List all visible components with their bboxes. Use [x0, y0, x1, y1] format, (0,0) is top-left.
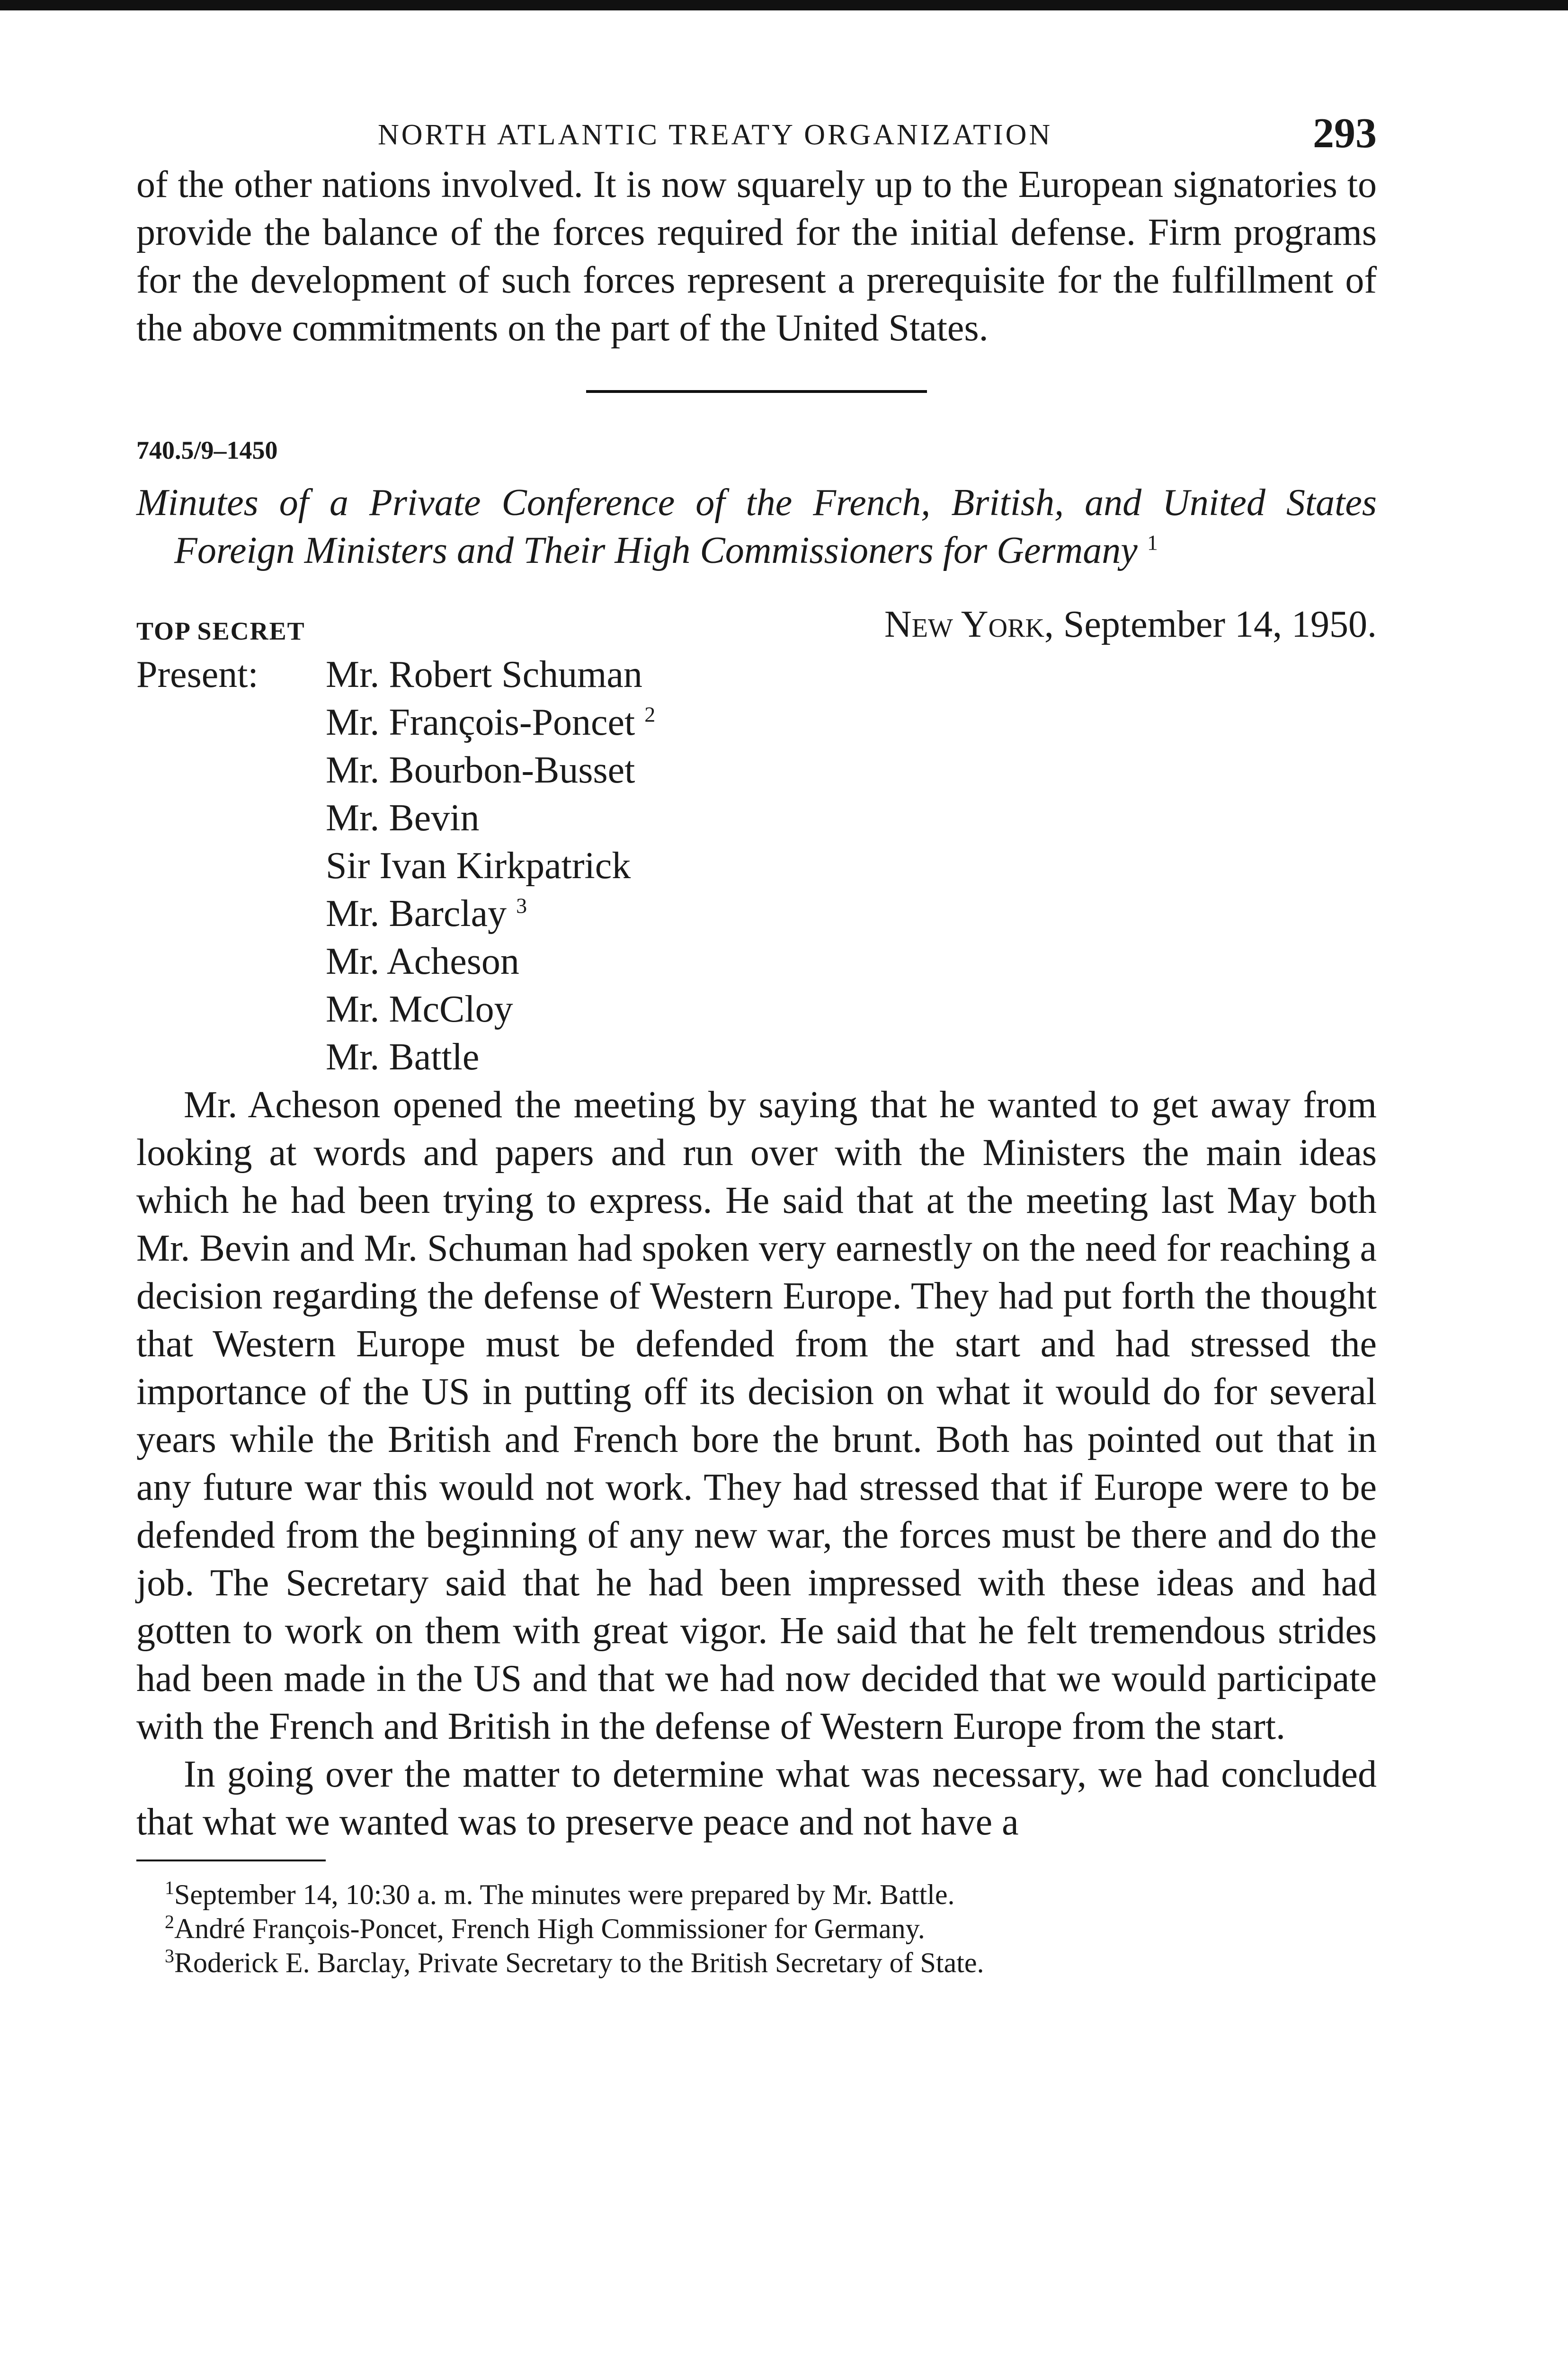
footnote-mark: 1 — [165, 1877, 174, 1898]
section-separator — [586, 390, 927, 393]
footnote-text: September 14, 10:30 a. m. The minutes were prepared by Mr. Battle. — [174, 1879, 955, 1910]
attendee-item — [326, 938, 1377, 986]
document-title-text: Minutes of a Private Conference of the French, British, and United States Foreign Ministers and Their High Commissioners for Germany — [136, 482, 1377, 571]
present-block — [136, 651, 1377, 1081]
dateline-place: New York, — [884, 604, 1054, 645]
attendee-name: Mr. François-Poncet — [326, 702, 635, 743]
attendee-item — [326, 794, 1377, 842]
attendee-name: Mr. Barclay — [326, 893, 507, 934]
dateline-date: September 14, 1950. — [1063, 604, 1377, 645]
attendee-name: Mr. McCloy — [326, 988, 513, 1030]
attendee-item — [326, 651, 1377, 699]
footnote-mark: 3 — [165, 1945, 174, 1967]
attendee-name: Mr. Robert Schuman — [326, 654, 642, 695]
footnotes — [136, 1878, 1377, 1980]
body-paragraph: In going over the matter to determine what was necessary, we had concluded that what we wanted was to preserve peace and not have a — [136, 1753, 1377, 1843]
footnote-mark: 2 — [165, 1911, 174, 1932]
attendee-name: Sir Ivan Kirkpatrick — [326, 845, 631, 887]
footnote-ref-1: 1 — [1147, 530, 1158, 555]
document-title — [136, 479, 1377, 575]
body-paragraph: Mr. Acheson opened the meeting by saying that he wanted to get away from looking at words and papers and run over with the Ministers the main ideas which he had been trying to express. He said that at the meeting last May both Mr. Bevin and Mr. Schuman had spoken very earnestly on the need for reaching a decision regarding the defense of Western Europe. They had put forth the thought that Western Europe must be defended from the start and had stressed the importance of the US in putting off its decision on what it would do for several years while the British and French bore the brunt. Both has pointed out that in any future war this would not work. They had stressed that if Europe were to be defended from the beginning of any new war, the forces must be there and do the job. The Secretary said that he had been impressed with these ideas and had gotten to work on them with great vigor. He said that he felt tremendous strides had been made in the US and that we had now decided that we would participate with the French and British in the defense of Western Europe from the start. — [136, 1084, 1377, 1747]
footnote-ref-3: 3 — [516, 893, 527, 918]
footnote — [136, 1912, 1377, 1946]
footnote-ref-2: 2 — [644, 702, 656, 727]
footnote-rule — [136, 1860, 326, 1861]
continuation-paragraph: of the other nations involved. It is now squarely up to the European signatories to provide the balance of the forces required for the initial defense. Firm programs for the development of such forces represent a prerequisite for the fulfillment of the above commitments on the part of the United States. — [136, 164, 1377, 349]
footnote-text: Roderick E. Barclay, Private Secretary to the British Secretary of State. — [174, 1947, 984, 1978]
attendee-name: Mr. Bevin — [326, 797, 480, 839]
page-top-border — [0, 0, 1568, 10]
document-page — [136, 109, 1377, 1980]
attendee-name: Mr. Bourbon-Busset — [326, 749, 635, 791]
attendee-name: Mr. Battle — [326, 1036, 480, 1078]
attendee-list — [136, 651, 1377, 1081]
file-number: 740.5/9–1450 — [136, 436, 278, 464]
classification-label: TOP SECRET — [136, 617, 305, 645]
attendee-item — [326, 747, 1377, 794]
attendee-item — [326, 699, 1377, 747]
running-title: NORTH ATLANTIC TREATY ORGANIZATION — [378, 119, 1053, 151]
attendee-item — [326, 986, 1377, 1033]
footnote — [136, 1946, 1377, 1980]
meta-row — [136, 603, 1377, 651]
page-number: 293 — [1313, 110, 1377, 157]
present-label: Present: — [136, 654, 258, 695]
footnote-text: André François-Poncet, French High Commissioner for Germany. — [174, 1913, 925, 1944]
attendee-item — [326, 890, 1377, 938]
attendee-item — [326, 1033, 1377, 1081]
attendee-name: Mr. Acheson — [326, 941, 519, 982]
running-header — [136, 109, 1377, 161]
dateline — [884, 603, 1377, 646]
attendee-item — [326, 842, 1377, 890]
footnote — [136, 1878, 1377, 1912]
